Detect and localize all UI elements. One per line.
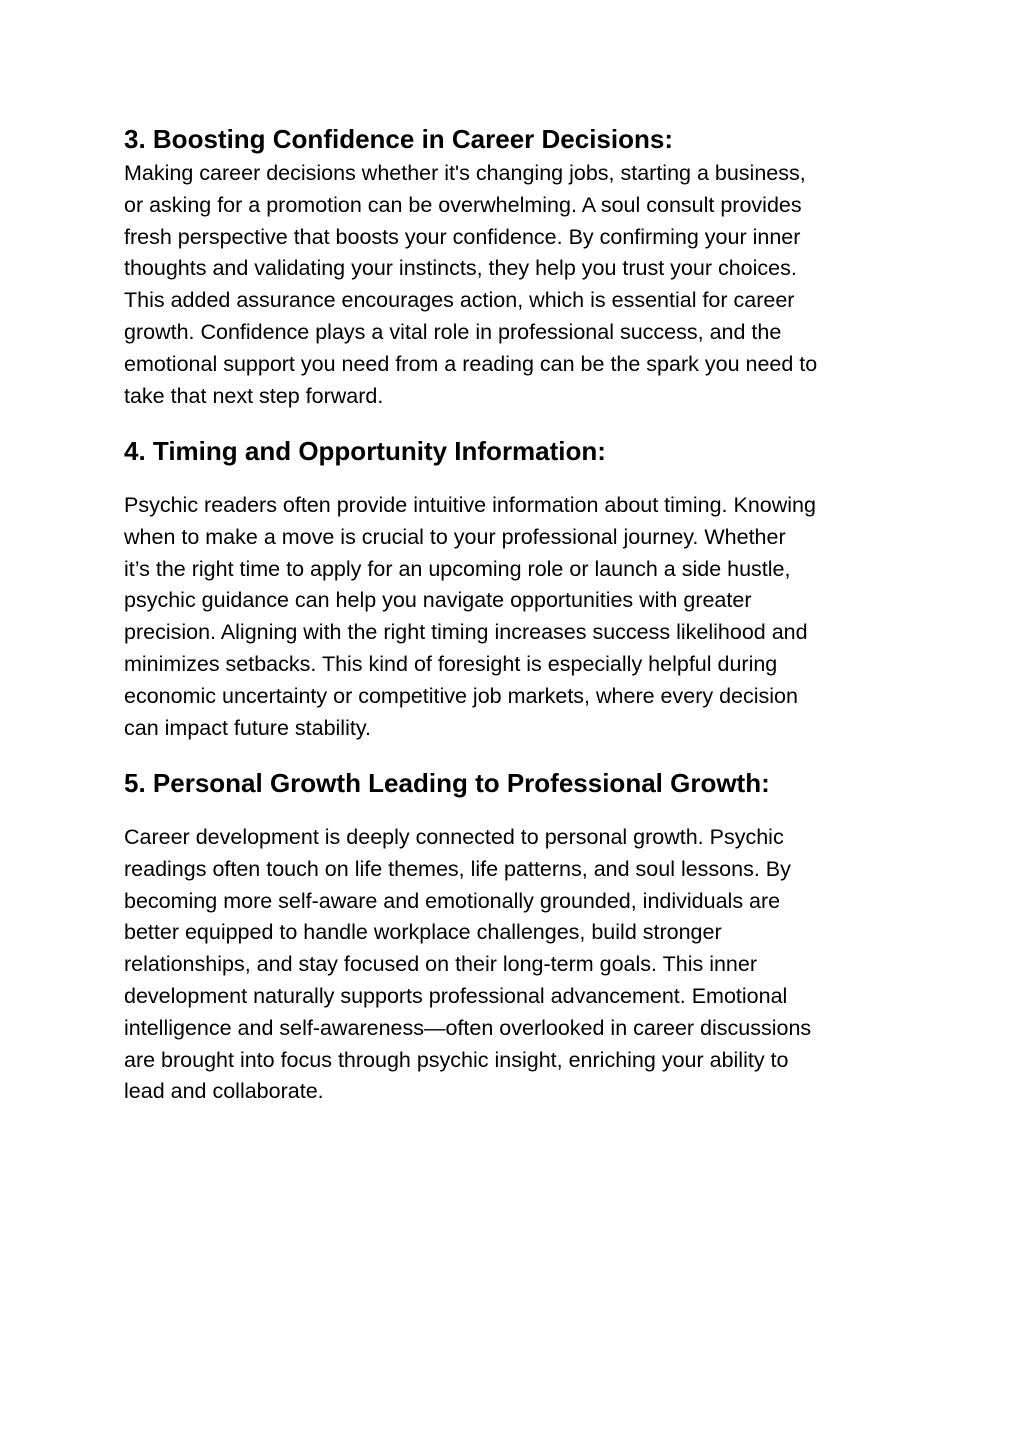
paragraph-line: can impact future stability. bbox=[124, 715, 371, 740]
section-body-confidence bbox=[124, 158, 817, 412]
paragraph-line: development naturally supports professional advancement. Emotional bbox=[124, 983, 788, 1008]
paragraph-line: psychic guidance can help you navigate opportunities with greater bbox=[124, 588, 752, 613]
paragraph-line: economic uncertainty or competitive job markets, where every decision bbox=[124, 683, 798, 708]
paragraph-line: are brought into focus through psychic insight, enriching your ability to bbox=[124, 1047, 789, 1072]
paragraph-line: Psychic readers often provide intuitive information about timing. Knowing bbox=[124, 493, 816, 517]
paragraph-line: it’s the right time to apply for an upcoming role or launch a side hustle, bbox=[124, 556, 791, 581]
paragraph-line: relationships, and stay focused on their long-term goals. This inner bbox=[124, 952, 758, 977]
paragraph-line: take that next step forward. bbox=[124, 383, 384, 408]
section-body-personal-growth bbox=[124, 822, 811, 1108]
paragraph-line: Making career decisions whether it's changing jobs, starting a business, bbox=[124, 161, 806, 185]
paragraph-line: emotional support you need from a reading can be the spark you need to bbox=[124, 351, 818, 376]
paragraph-line: intelligence and self-awareness—often overlooked in career discussions bbox=[124, 1015, 812, 1040]
section-body-timing bbox=[124, 490, 816, 744]
section-heading-confidence: 3. Boosting Confidence in Career Decisions: bbox=[124, 124, 673, 154]
section-heading-personal-growth: 5. Personal Growth Leading to Professional Growth: bbox=[124, 768, 770, 798]
paragraph-line: better equipped to handle workplace challenges, build stronger bbox=[124, 920, 722, 945]
paragraph-line: precision. Aligning with the right timing increases success likelihood and bbox=[124, 620, 808, 645]
paragraph-line: becoming more self-aware and emotionally grounded, individuals are bbox=[124, 888, 781, 913]
paragraph-line: fresh perspective that boosts your confidence. By confirming your inner bbox=[124, 224, 801, 249]
paragraph-line: lead and collaborate. bbox=[124, 1079, 324, 1104]
paragraph-line: growth. Confidence plays a vital role in professional success, and the bbox=[124, 319, 782, 344]
paragraph-line: This added assurance encourages action, which is essential for career bbox=[124, 288, 795, 313]
section-heading-timing: 4. Timing and Opportunity Information: bbox=[124, 436, 606, 466]
paragraph-line: thoughts and validating your instincts, they help you trust your choices. bbox=[124, 256, 797, 281]
paragraph-line: or asking for a promotion can be overwhelming. A soul consult provides bbox=[124, 192, 802, 217]
paragraph-line: readings often touch on life themes, life patterns, and soul lessons. By bbox=[124, 856, 791, 881]
paragraph-line: when to make a move is crucial to your professional journey. Whether bbox=[124, 524, 786, 549]
paragraph-line: Career development is deeply connected to personal growth. Psychic bbox=[124, 825, 784, 849]
paragraph-line: minimizes setbacks. This kind of foresight is especially helpful during bbox=[124, 651, 778, 676]
